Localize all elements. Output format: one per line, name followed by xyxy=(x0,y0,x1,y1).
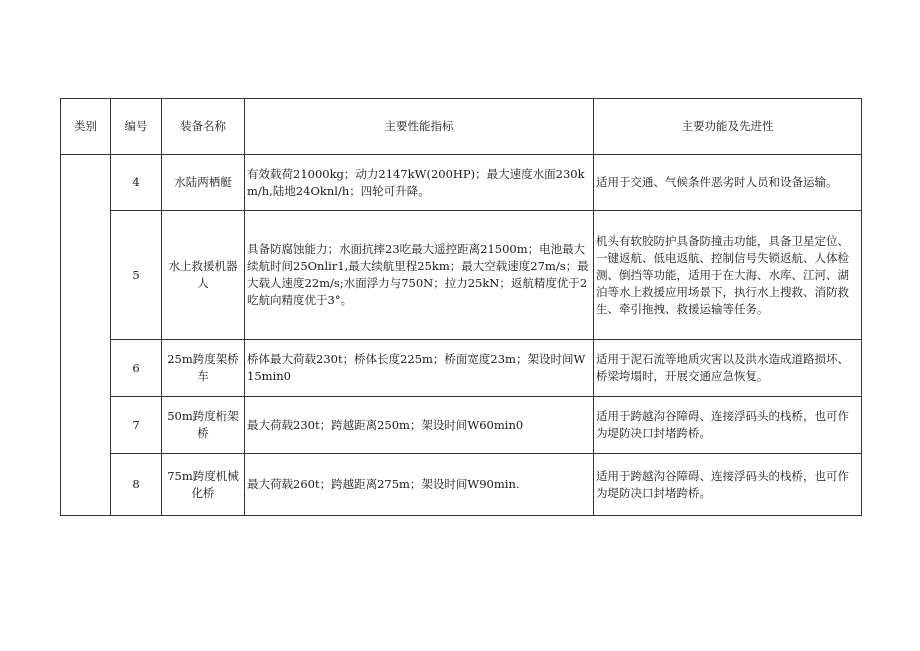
row-specs: 有效载荷21000kg；动力2147kW(200HP)；最大速度水面230km/h,陆地24Oknl/h；四轮可升降。 xyxy=(245,155,594,211)
row-equipment-name: 75m跨度机械化桥 xyxy=(162,454,245,516)
header-category: 类别 xyxy=(61,99,111,155)
row-functions: 适用于交通、气候条件恶劣时人员和设备运输。 xyxy=(594,155,862,211)
row-functions: 适用于泥石流等地质灾害以及洪水造成道路损坏、桥梁垮塌时，开展交通应急恢复。 xyxy=(594,340,862,397)
header-number: 编号 xyxy=(111,99,162,155)
table-row xyxy=(61,340,862,397)
table-row xyxy=(61,454,862,516)
equipment-table xyxy=(60,98,862,516)
row-equipment-name: 水上救援机器人 xyxy=(162,211,245,340)
row-specs: 具备防腐蚀能力；水面抗摔23吃最大遥控距离21500m；电池最大续航时间25Onlir1,最大续航里程25km；最大空载速度27m/s；最大载人速度22m/s;水面浮力与750N；拉力25kN；返航精度优于2吃航向精度优于3°。 xyxy=(245,211,594,340)
row-specs: 最大荷载230t；跨越距离250m；架设时间W60min0 xyxy=(245,397,594,454)
table-row xyxy=(61,397,862,454)
row-number: 4 xyxy=(111,155,162,211)
header-functions: 主要功能及先进性 xyxy=(594,99,862,155)
row-number: 7 xyxy=(111,397,162,454)
category-cell xyxy=(61,155,111,516)
header-specs: 主要性能指标 xyxy=(245,99,594,155)
header-name: 装备名称 xyxy=(162,99,245,155)
table-row xyxy=(61,211,862,340)
row-specs: 桥体最大荷载230t；桥体长度225m；桥面宽度23m；架设时间W15min0 xyxy=(245,340,594,397)
row-number: 6 xyxy=(111,340,162,397)
row-specs: 最大荷载260t；跨越距离275m；架设时间W90min. xyxy=(245,454,594,516)
table-header-row xyxy=(61,99,862,155)
row-functions: 适用于跨越沟谷障碍、连接浮码头的栈桥，也可作为堤防决口封堵跨桥。 xyxy=(594,454,862,516)
row-functions: 机头有软胶防护具备防撞击功能，具备卫星定位、一键返航、低电返航、控制信号失锁返航、人体检测、倒挡等功能，适用于在大海、水库、江河、湖泊等水上救援应用场景下，执行水上搜救、消防救生、牵引拖拽、救援运输等任务。 xyxy=(594,211,862,340)
row-equipment-name: 25m跨度架桥车 xyxy=(162,340,245,397)
row-number: 5 xyxy=(111,211,162,340)
row-equipment-name: 水陆两栖艇 xyxy=(162,155,245,211)
row-functions: 适用于跨越沟谷障碍、连接浮码头的栈桥，也可作为堤防决口封堵跨桥。 xyxy=(594,397,862,454)
row-equipment-name: 50m跨度桁架桥 xyxy=(162,397,245,454)
table-row xyxy=(61,155,862,211)
row-number: 8 xyxy=(111,454,162,516)
